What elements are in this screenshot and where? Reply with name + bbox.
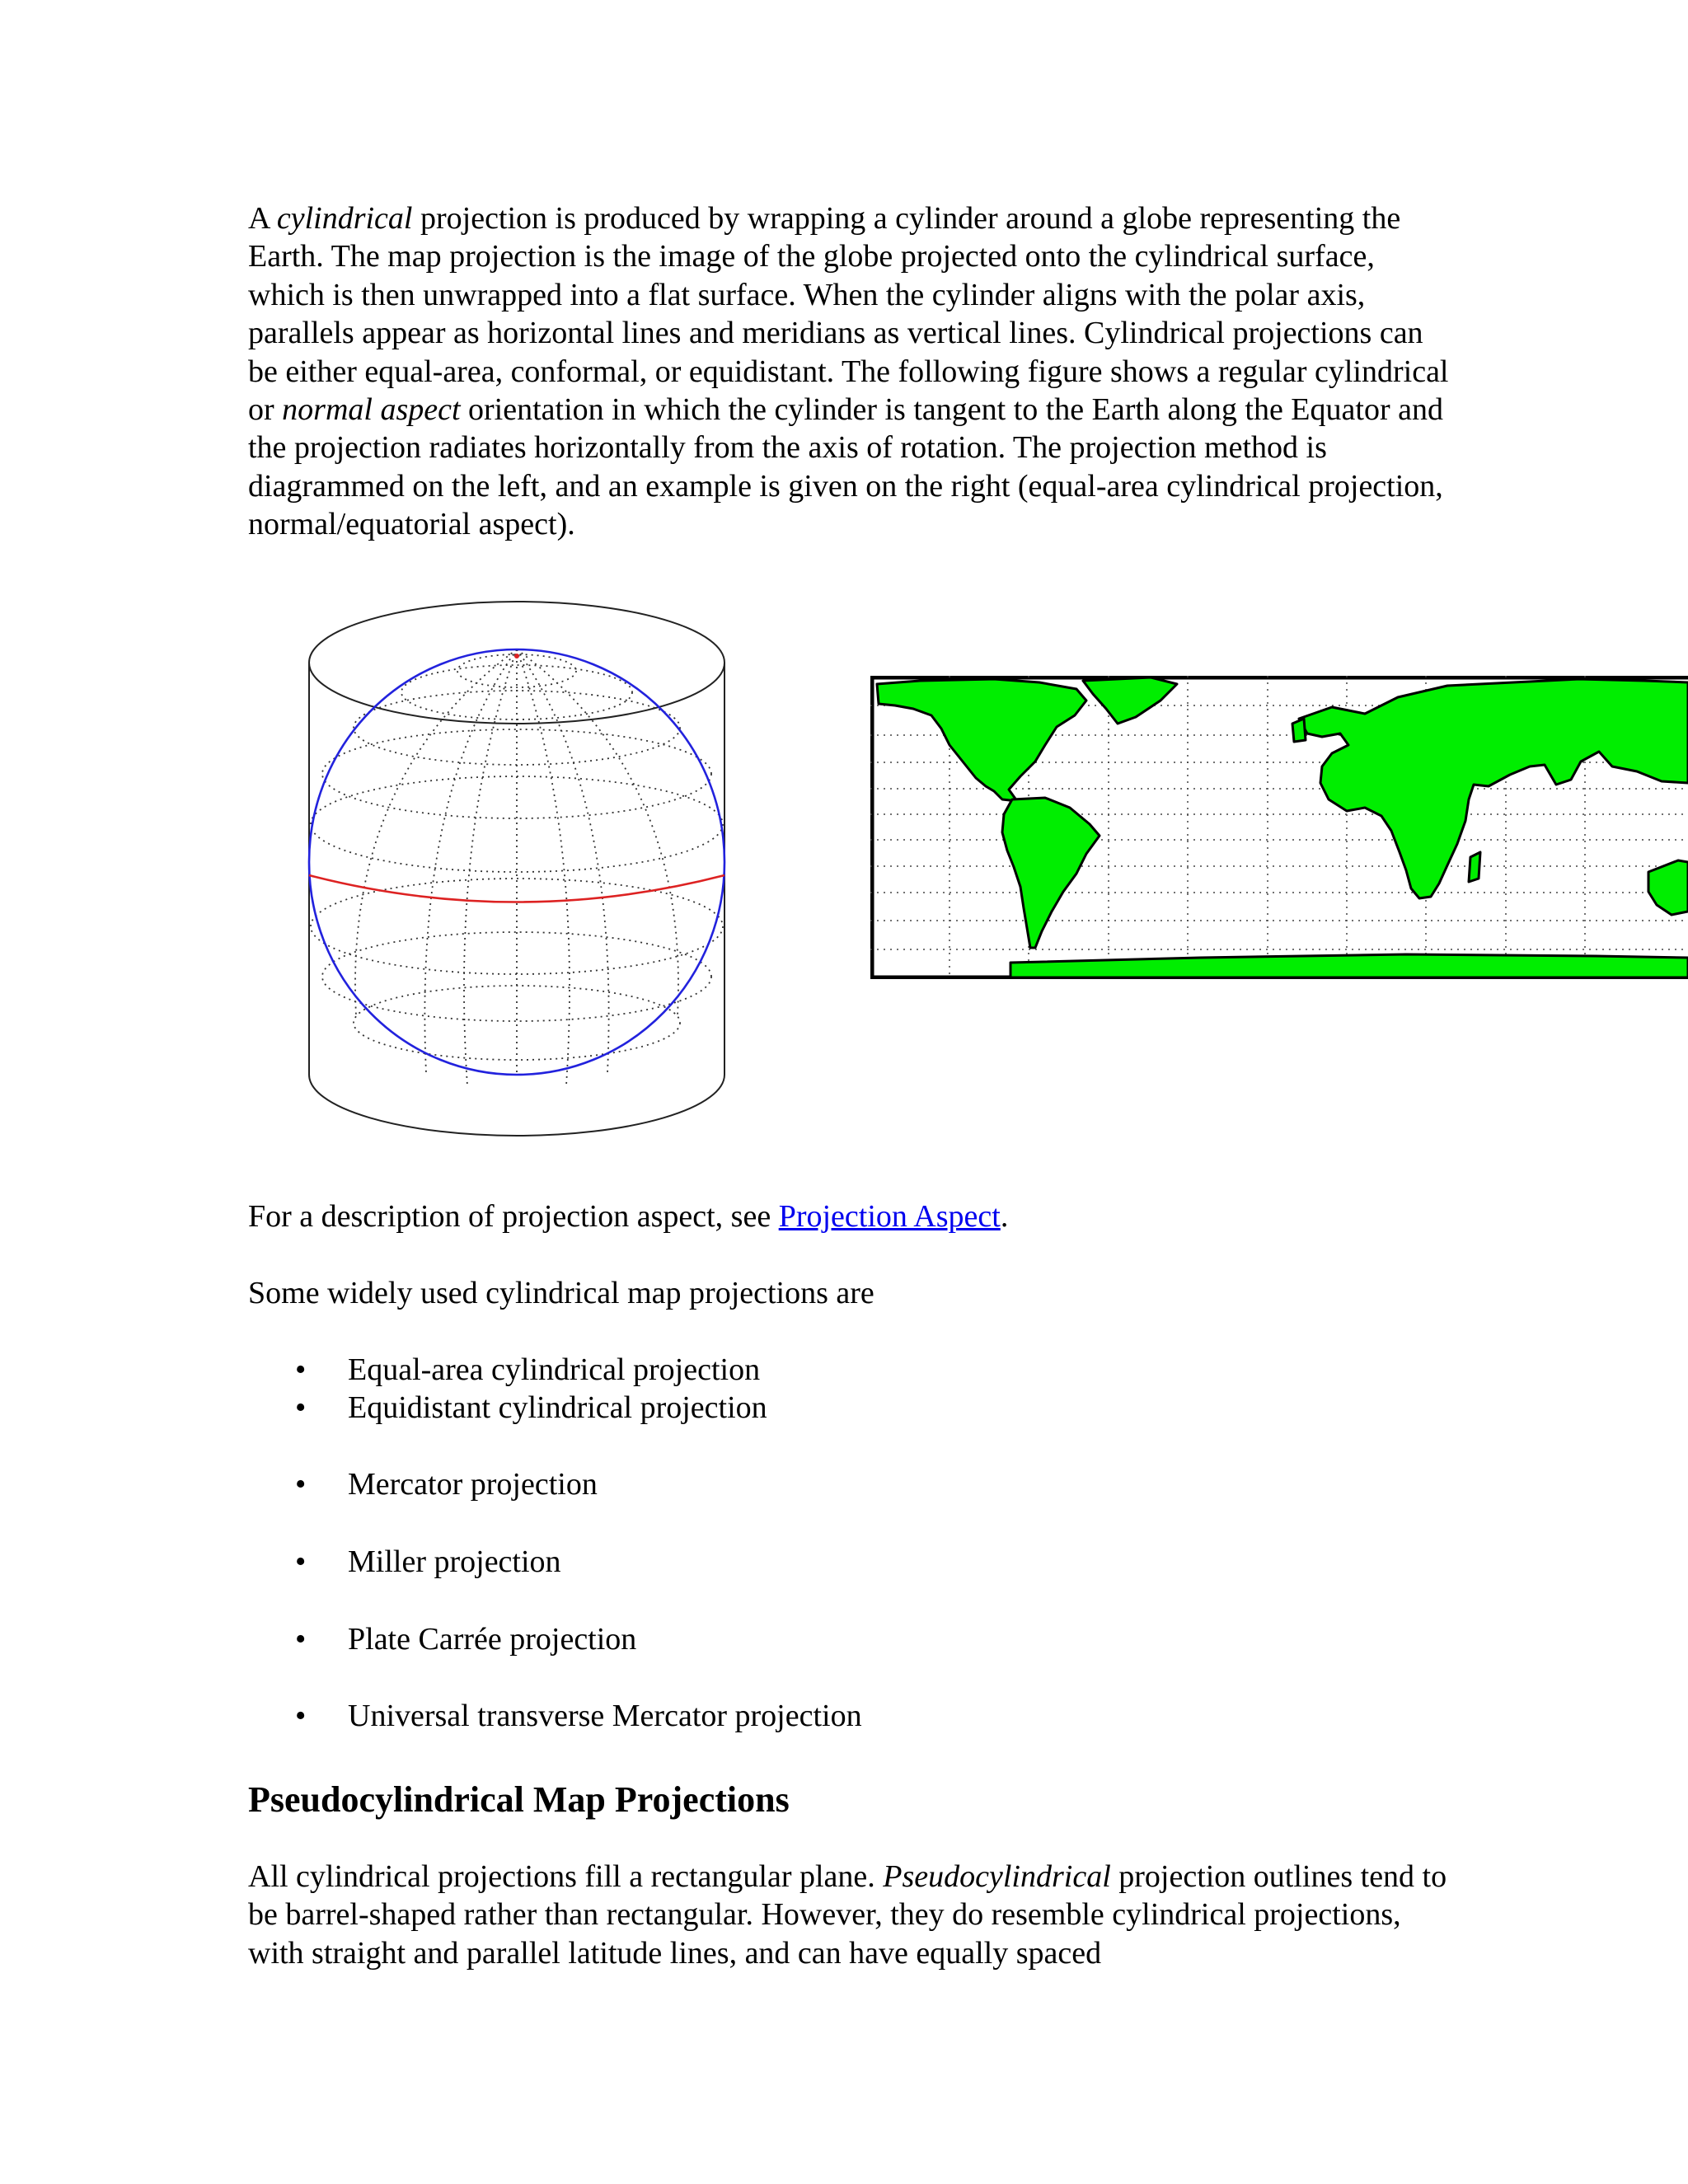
projection-aspect-link[interactable]: Projection Aspect — [778, 1199, 1001, 1234]
list-item: Universal transverse Mercator projection — [348, 1699, 862, 1733]
list-item: Plate Carrée projection — [348, 1622, 637, 1657]
bullet-icon: • — [295, 1699, 307, 1733]
term-cylindrical: cylindrical — [276, 201, 413, 236]
cylinder-bottom-rim — [309, 1075, 724, 1136]
widely-used-intro: Some widely used cylindrical map projections are — [248, 1276, 874, 1310]
aspect-paragraph: For a description of projection aspect, see Projection Aspect. — [248, 1199, 1009, 1234]
bullet-icon: • — [295, 1544, 307, 1579]
list-item: Miller projection — [348, 1544, 561, 1579]
pseudocylindrical-paragraph: All cylindrical projections fill a rectangular plane. Pseudocylindrical projection outlines tend to be barrel-shaped rather than rectangular. However, they do resemble cylindrical projections, with straight and parallel latitude lines, and can have equally spaced — [248, 1859, 1447, 1971]
section-heading: Pseudocylindrical Map Projections — [248, 1779, 790, 1820]
equal-area-world-map — [870, 676, 1688, 979]
cylinder-globe-diagram — [298, 587, 735, 1137]
bullet-icon: • — [295, 1352, 307, 1387]
bullet-icon: • — [295, 1622, 307, 1657]
list-item: Equal-area cylindrical projection — [348, 1352, 761, 1387]
north-pole-marker — [514, 654, 519, 658]
bullet-icon: • — [295, 1467, 307, 1502]
term-normal-aspect: normal aspect — [282, 392, 461, 428]
term-pseudocylindrical: Pseudocylindrical — [883, 1859, 1111, 1894]
list-item: Equidistant cylindrical projection — [348, 1390, 767, 1425]
british-isles-landmass — [1292, 719, 1306, 742]
intro-paragraph: A cylindrical projection is produced by wrapping a cylinder around a globe representing the Earth. The map projection is the image of the globe projected onto the cylindrical surface, which is then unwrapped into a flat surface. When the cylinder aligns with the polar axis, parallels appear as horizontal lines and meridians as vertical lines. Cylindrical projections can be either equal-area, conformal, or equidistant. The following figure shows a regular cylindrical or normal aspect orientation in which the cylinder is tangent to the Earth along the Equator and the projection radiates horizontally from the axis of rotation. The projection method is diagrammed on the left, and an example is given on the right (equal-area cylindrical projection, normal/equatorial aspect). — [248, 201, 1449, 542]
madagascar-landmass — [1469, 852, 1480, 882]
meridians — [355, 649, 678, 1085]
bullet-icon: • — [295, 1390, 307, 1425]
list-item: Mercator projection — [348, 1467, 598, 1502]
